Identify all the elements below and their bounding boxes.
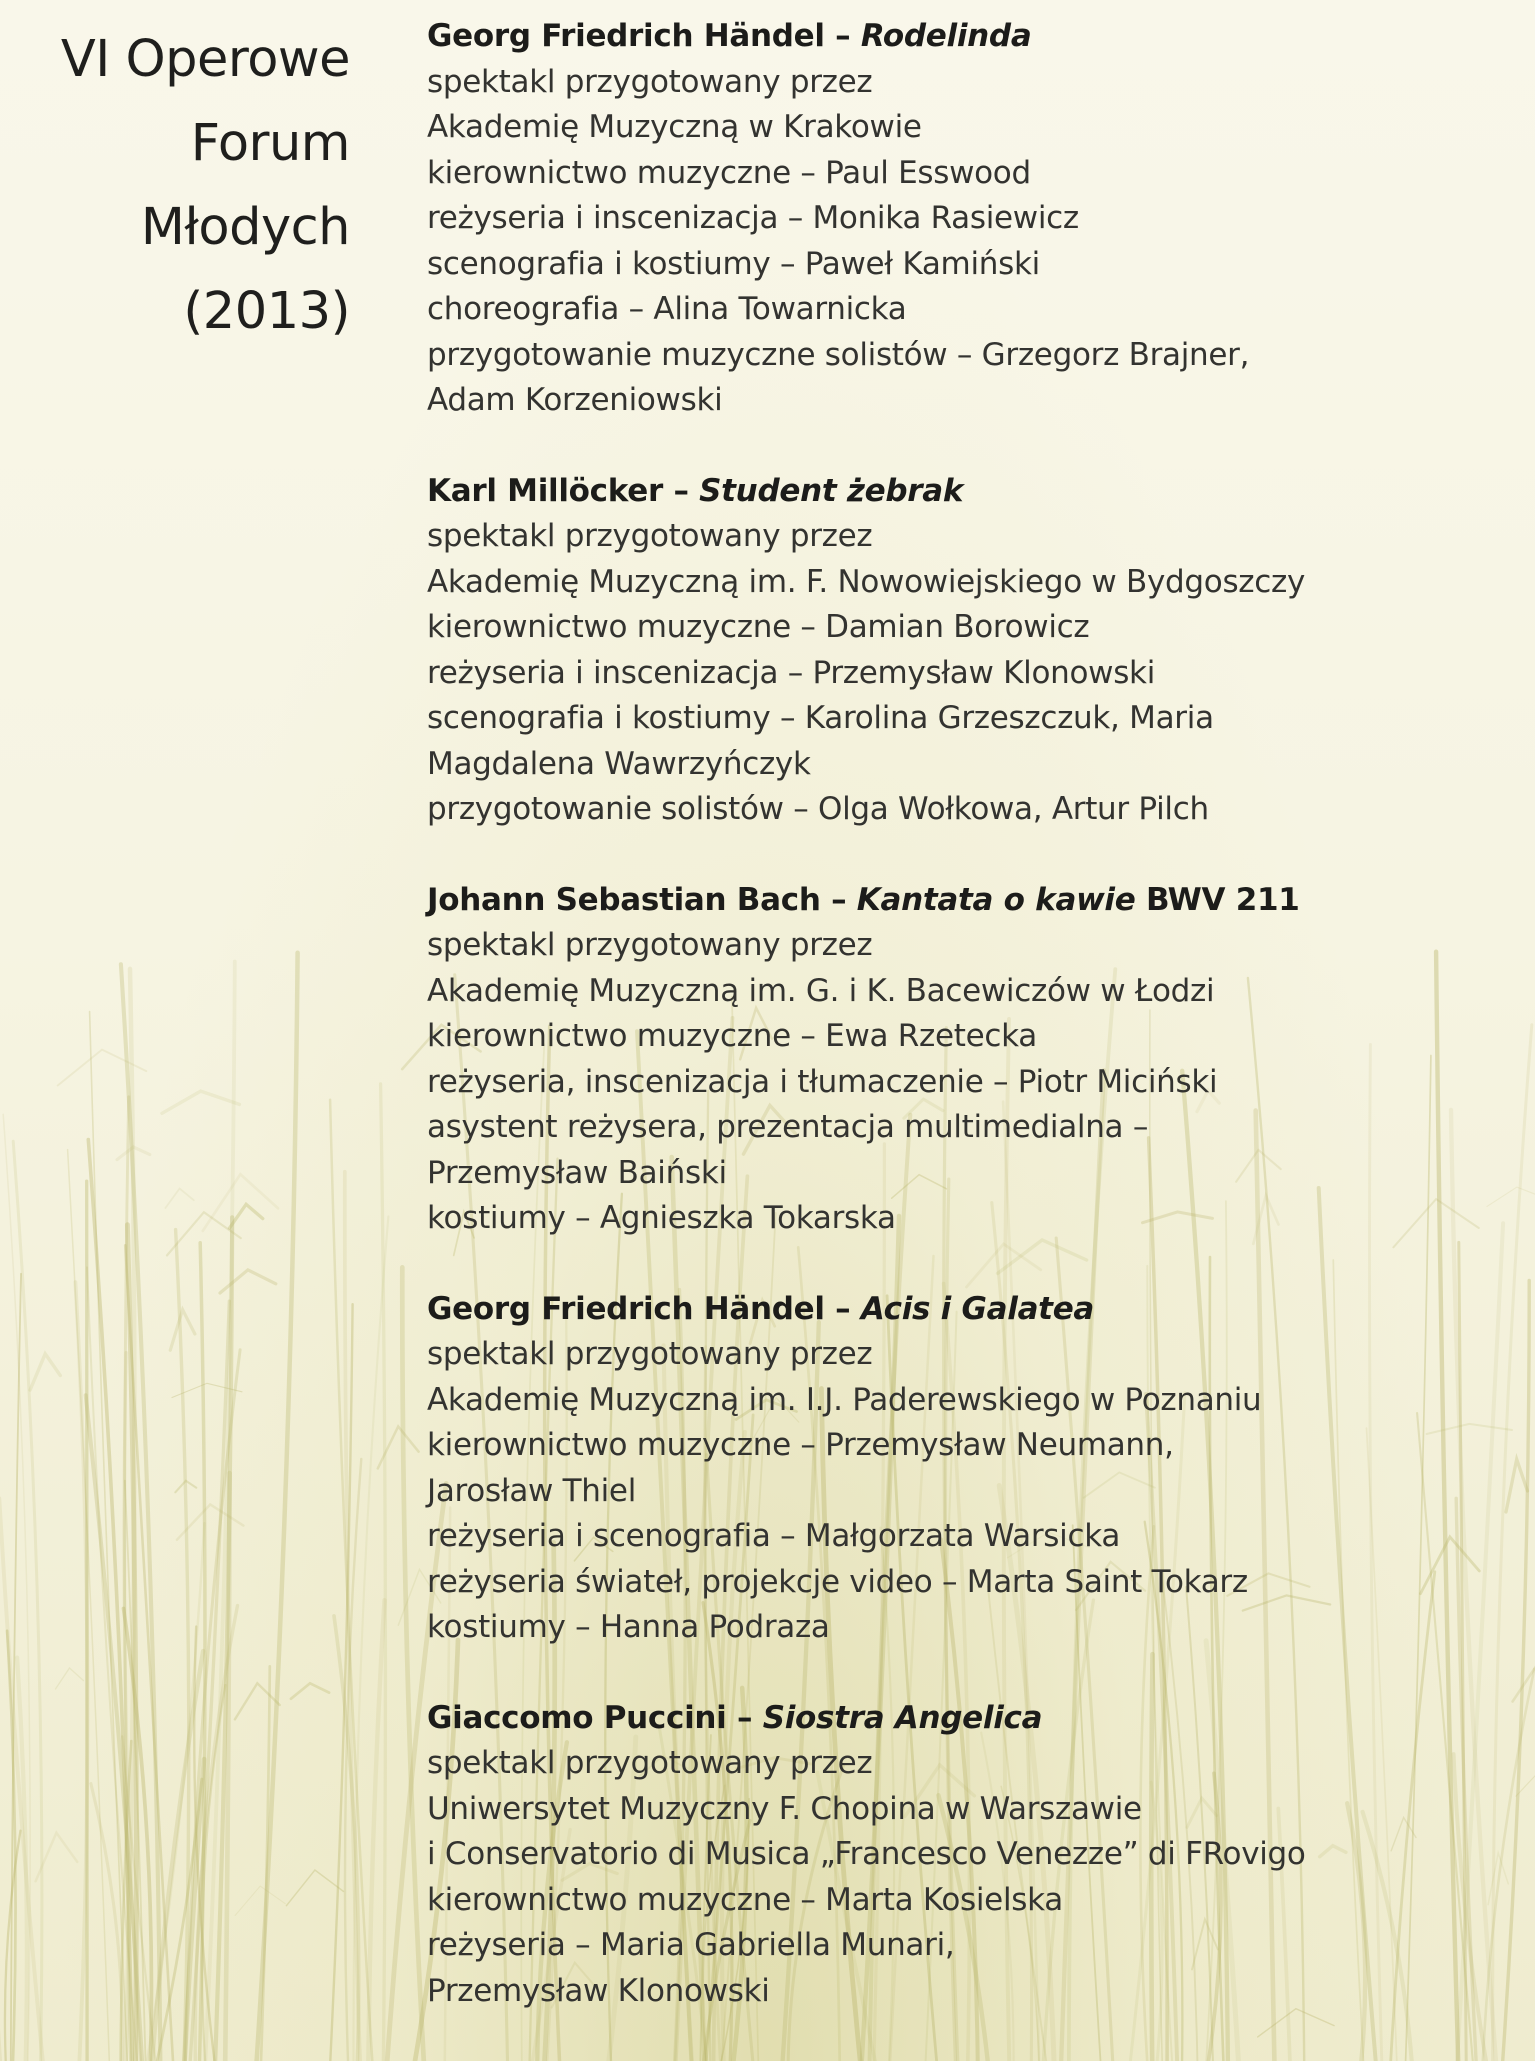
grass-stroke	[353, 1216, 388, 2061]
production-heading	[427, 1287, 1507, 1333]
credit-line: asystent reżysera, prezentacja multimedialna –	[427, 1109, 1149, 1145]
credit-line: kierownictwo muzyczne – Przemysław Neumann,	[427, 1427, 1174, 1463]
grass-stroke	[13, 1141, 42, 2061]
composer-name: Giaccomo Puccini	[427, 1699, 727, 1736]
credit-line: Akademię Muzyczną im. F. Nowowiejskiego w Bydgoszczy	[427, 563, 1306, 600]
sketch-stroke	[220, 1270, 276, 1293]
credit-line: przygotowanie muzyczne solistów – Grzegorz Brajner,	[427, 336, 1250, 373]
grass-stroke	[257, 953, 298, 2061]
grass-stroke	[215, 1217, 232, 2061]
credit-line: Magdalena Wawrzyńczyk	[427, 745, 811, 782]
work-title: Siostra Angelica	[762, 1699, 1043, 1736]
credit-line: Przemysław Baiński	[427, 1154, 727, 1191]
grass-stroke	[195, 1606, 237, 2061]
productions-list	[427, 14, 1507, 2059]
catalog-number: BWV 211	[1135, 881, 1300, 918]
credit-line: spektakl przygotowany przez	[427, 1336, 873, 1372]
grass-stroke	[17, 1658, 27, 2061]
sketch-stroke	[1516, 1752, 1535, 1797]
grass-stroke	[330, 1100, 372, 2061]
festival-title	[20, 18, 350, 354]
credit-line: scenografia i kostiumy – Paweł Kamiński	[427, 245, 1040, 282]
credit-line: Przemysław Klonowski	[427, 1972, 770, 2009]
production-entry	[427, 1696, 1507, 2015]
sketch-stroke	[162, 1091, 239, 1113]
grass-stroke	[157, 1779, 202, 2061]
sketch-stroke	[235, 1886, 285, 1915]
grass-stroke	[121, 964, 160, 2061]
credit-line: Adam Korzeniowski	[427, 382, 723, 418]
grass-stroke	[5, 1831, 21, 2061]
production-heading	[427, 1696, 1507, 1742]
grass-stroke	[330, 1304, 352, 2061]
grass-stroke	[368, 1600, 384, 2061]
grass-stroke	[125, 1245, 173, 2061]
work-title: Rodelinda	[860, 18, 1032, 54]
grass-stroke	[125, 1097, 131, 2061]
grass-stroke	[122, 1736, 155, 2061]
grass-stroke	[87, 1267, 137, 2061]
grass-stroke	[90, 1012, 128, 2061]
credit-line: spektakl przygotowany przez	[427, 1745, 873, 1781]
grass-stroke	[147, 1523, 204, 2061]
production-entry	[427, 14, 1507, 424]
sketch-stroke	[286, 1870, 343, 1906]
grass-stroke	[126, 969, 135, 2061]
grass-stroke	[86, 1395, 142, 2061]
grass-stroke	[87, 1181, 88, 2061]
sketch-stroke	[56, 1668, 84, 1689]
sketch-stroke	[172, 1383, 242, 1397]
credit-line: Uniwersytet Muzyczny F. Chopina w Warszawie	[427, 1790, 1142, 1827]
credit-line: przygotowanie solistów – Olga Wołkowa, Artur Pilch	[427, 791, 1209, 827]
grass-stroke	[68, 1150, 110, 2061]
credit-line: reżyseria i inscenizacja – Przemysław Klonowski	[427, 654, 1156, 691]
sketch-stroke	[177, 1505, 243, 1540]
credit-line: Akademię Muzyczną im. I.J. Paderewskiego w Poznaniu	[427, 1381, 1262, 1418]
credit-line: reżyseria – Maria Gabriella Munari,	[427, 1927, 955, 1963]
grass-stroke	[11, 1274, 21, 2061]
grass-stroke	[261, 1666, 270, 2061]
grass-stroke	[345, 1459, 361, 2061]
sketch-stroke	[165, 1189, 193, 1209]
composer-name: Karl Millöcker	[427, 472, 663, 509]
sketch-stroke	[170, 1310, 195, 1351]
grass-stroke	[190, 1301, 229, 2061]
composer-name: Georg Friedrich Händel	[427, 1290, 825, 1327]
heading-separator: –	[824, 1290, 861, 1327]
grass-stroke	[75, 1282, 87, 2061]
sketch-stroke	[175, 1481, 196, 1493]
festival-title-line: Forum	[190, 114, 350, 173]
production-heading	[427, 469, 1507, 515]
credit-line: choreografia – Alina Towarnicka	[427, 291, 907, 327]
grass-stroke	[334, 1616, 359, 2061]
sketch-stroke	[117, 1147, 150, 1160]
credit-line: kierownictwo muzyczne – Ewa Rzetecka	[427, 1018, 1037, 1054]
production-heading	[427, 14, 1507, 60]
credit-line: spektakl przygotowany przez	[427, 927, 873, 963]
sketch-stroke	[58, 1050, 147, 1086]
production-heading	[427, 878, 1507, 924]
credit-line: kierownictwo muzyczne – Damian Borowicz	[427, 609, 1090, 645]
grass-stroke	[125, 1481, 146, 2061]
sketch-stroke	[203, 1174, 278, 1231]
sketch-stroke	[30, 1354, 60, 1390]
grass-stroke	[185, 1350, 240, 2061]
sketch-stroke	[36, 1833, 78, 1881]
sketch-stroke	[1506, 1459, 1527, 1512]
production-entry	[427, 469, 1507, 833]
grass-stroke	[124, 1609, 152, 2061]
grass-stroke	[205, 962, 235, 2061]
heading-separator: –	[662, 472, 700, 509]
composer-name: Johann Sebastian Bach	[427, 881, 821, 918]
grass-stroke	[225, 1473, 229, 2061]
grass-stroke	[381, 1084, 386, 2061]
grass-stroke	[176, 1230, 189, 2061]
work-title: Student żebrak	[699, 472, 964, 509]
grass-stroke	[3, 1114, 30, 2061]
sketch-stroke	[167, 1212, 241, 1255]
credit-line: reżyseria i scenografia – Małgorzata Warsicka	[427, 1518, 1121, 1554]
credit-line: Jarosław Thiel	[427, 1472, 637, 1509]
grass-stroke	[402, 1267, 424, 2061]
credit-line: Akademię Muzyczną w Krakowie	[427, 109, 922, 145]
festival-title-line: Młodych	[140, 198, 350, 257]
work-title: Kantata o kawie	[856, 881, 1136, 918]
grass-stroke	[200, 1243, 205, 2061]
credit-line: reżyseria i inscenizacja – Monika Rasiewicz	[427, 200, 1079, 236]
grass-stroke	[7, 1631, 15, 2061]
credit-line: i Conservatorio di Musica „Francesco Venezze” di FRovigo	[427, 1836, 1306, 1872]
sketch-stroke	[291, 1683, 329, 1699]
credit-line: Akademię Muzyczną im. G. i K. Bacewiczów w Łodzi	[427, 972, 1215, 1009]
grass-stroke	[345, 1172, 360, 2061]
credit-line: spektakl przygotowany przez	[427, 518, 873, 554]
credit-line: kierownictwo muzyczne – Paul Esswood	[427, 154, 1031, 191]
composer-name: Georg Friedrich Händel	[427, 18, 825, 54]
credit-line: spektakl przygotowany przez	[427, 63, 873, 100]
heading-separator: –	[820, 881, 857, 918]
production-entry	[427, 1287, 1507, 1651]
sketch-stroke	[378, 1427, 419, 1469]
credit-line: kostiumy – Agnieszka Tokarska	[427, 1200, 896, 1236]
work-title: Acis i Galatea	[860, 1290, 1095, 1327]
sketch-stroke	[235, 1683, 280, 1719]
grass-stroke	[194, 1627, 214, 2061]
credit-line: reżyseria, inscenizacja i tłumaczenie – Piotr Miciński	[427, 1063, 1218, 1100]
credit-line: kierownictwo muzyczne – Marta Kosielska	[427, 1881, 1063, 1918]
grass-stroke	[152, 1651, 203, 2061]
grass-stroke	[127, 1225, 136, 2061]
heading-separator: –	[824, 18, 861, 54]
credit-line: scenografia i kostiumy – Karolina Grzeszczuk, Maria	[427, 700, 1214, 736]
grass-stroke	[0, 1498, 43, 2061]
festival-title-line: VI Operowe	[60, 30, 350, 89]
sketch-stroke	[1513, 1654, 1535, 1701]
grass-stroke	[88, 1140, 132, 2061]
production-entry	[427, 878, 1507, 1242]
credit-line: reżyseria świateł, projekcje video – Marta Saint Tokarz	[427, 1563, 1248, 1600]
heading-separator: –	[726, 1699, 763, 1736]
sketch-stroke	[229, 1204, 262, 1228]
grass-stroke	[185, 1759, 205, 2061]
credit-line: kostiumy – Hanna Podraza	[427, 1609, 830, 1645]
festival-title-line: (2013)	[183, 282, 350, 341]
grass-stroke	[121, 1741, 132, 2061]
grass-stroke	[202, 1685, 225, 2061]
grass-stroke	[91, 1784, 123, 2061]
grass-stroke	[124, 1353, 140, 2061]
